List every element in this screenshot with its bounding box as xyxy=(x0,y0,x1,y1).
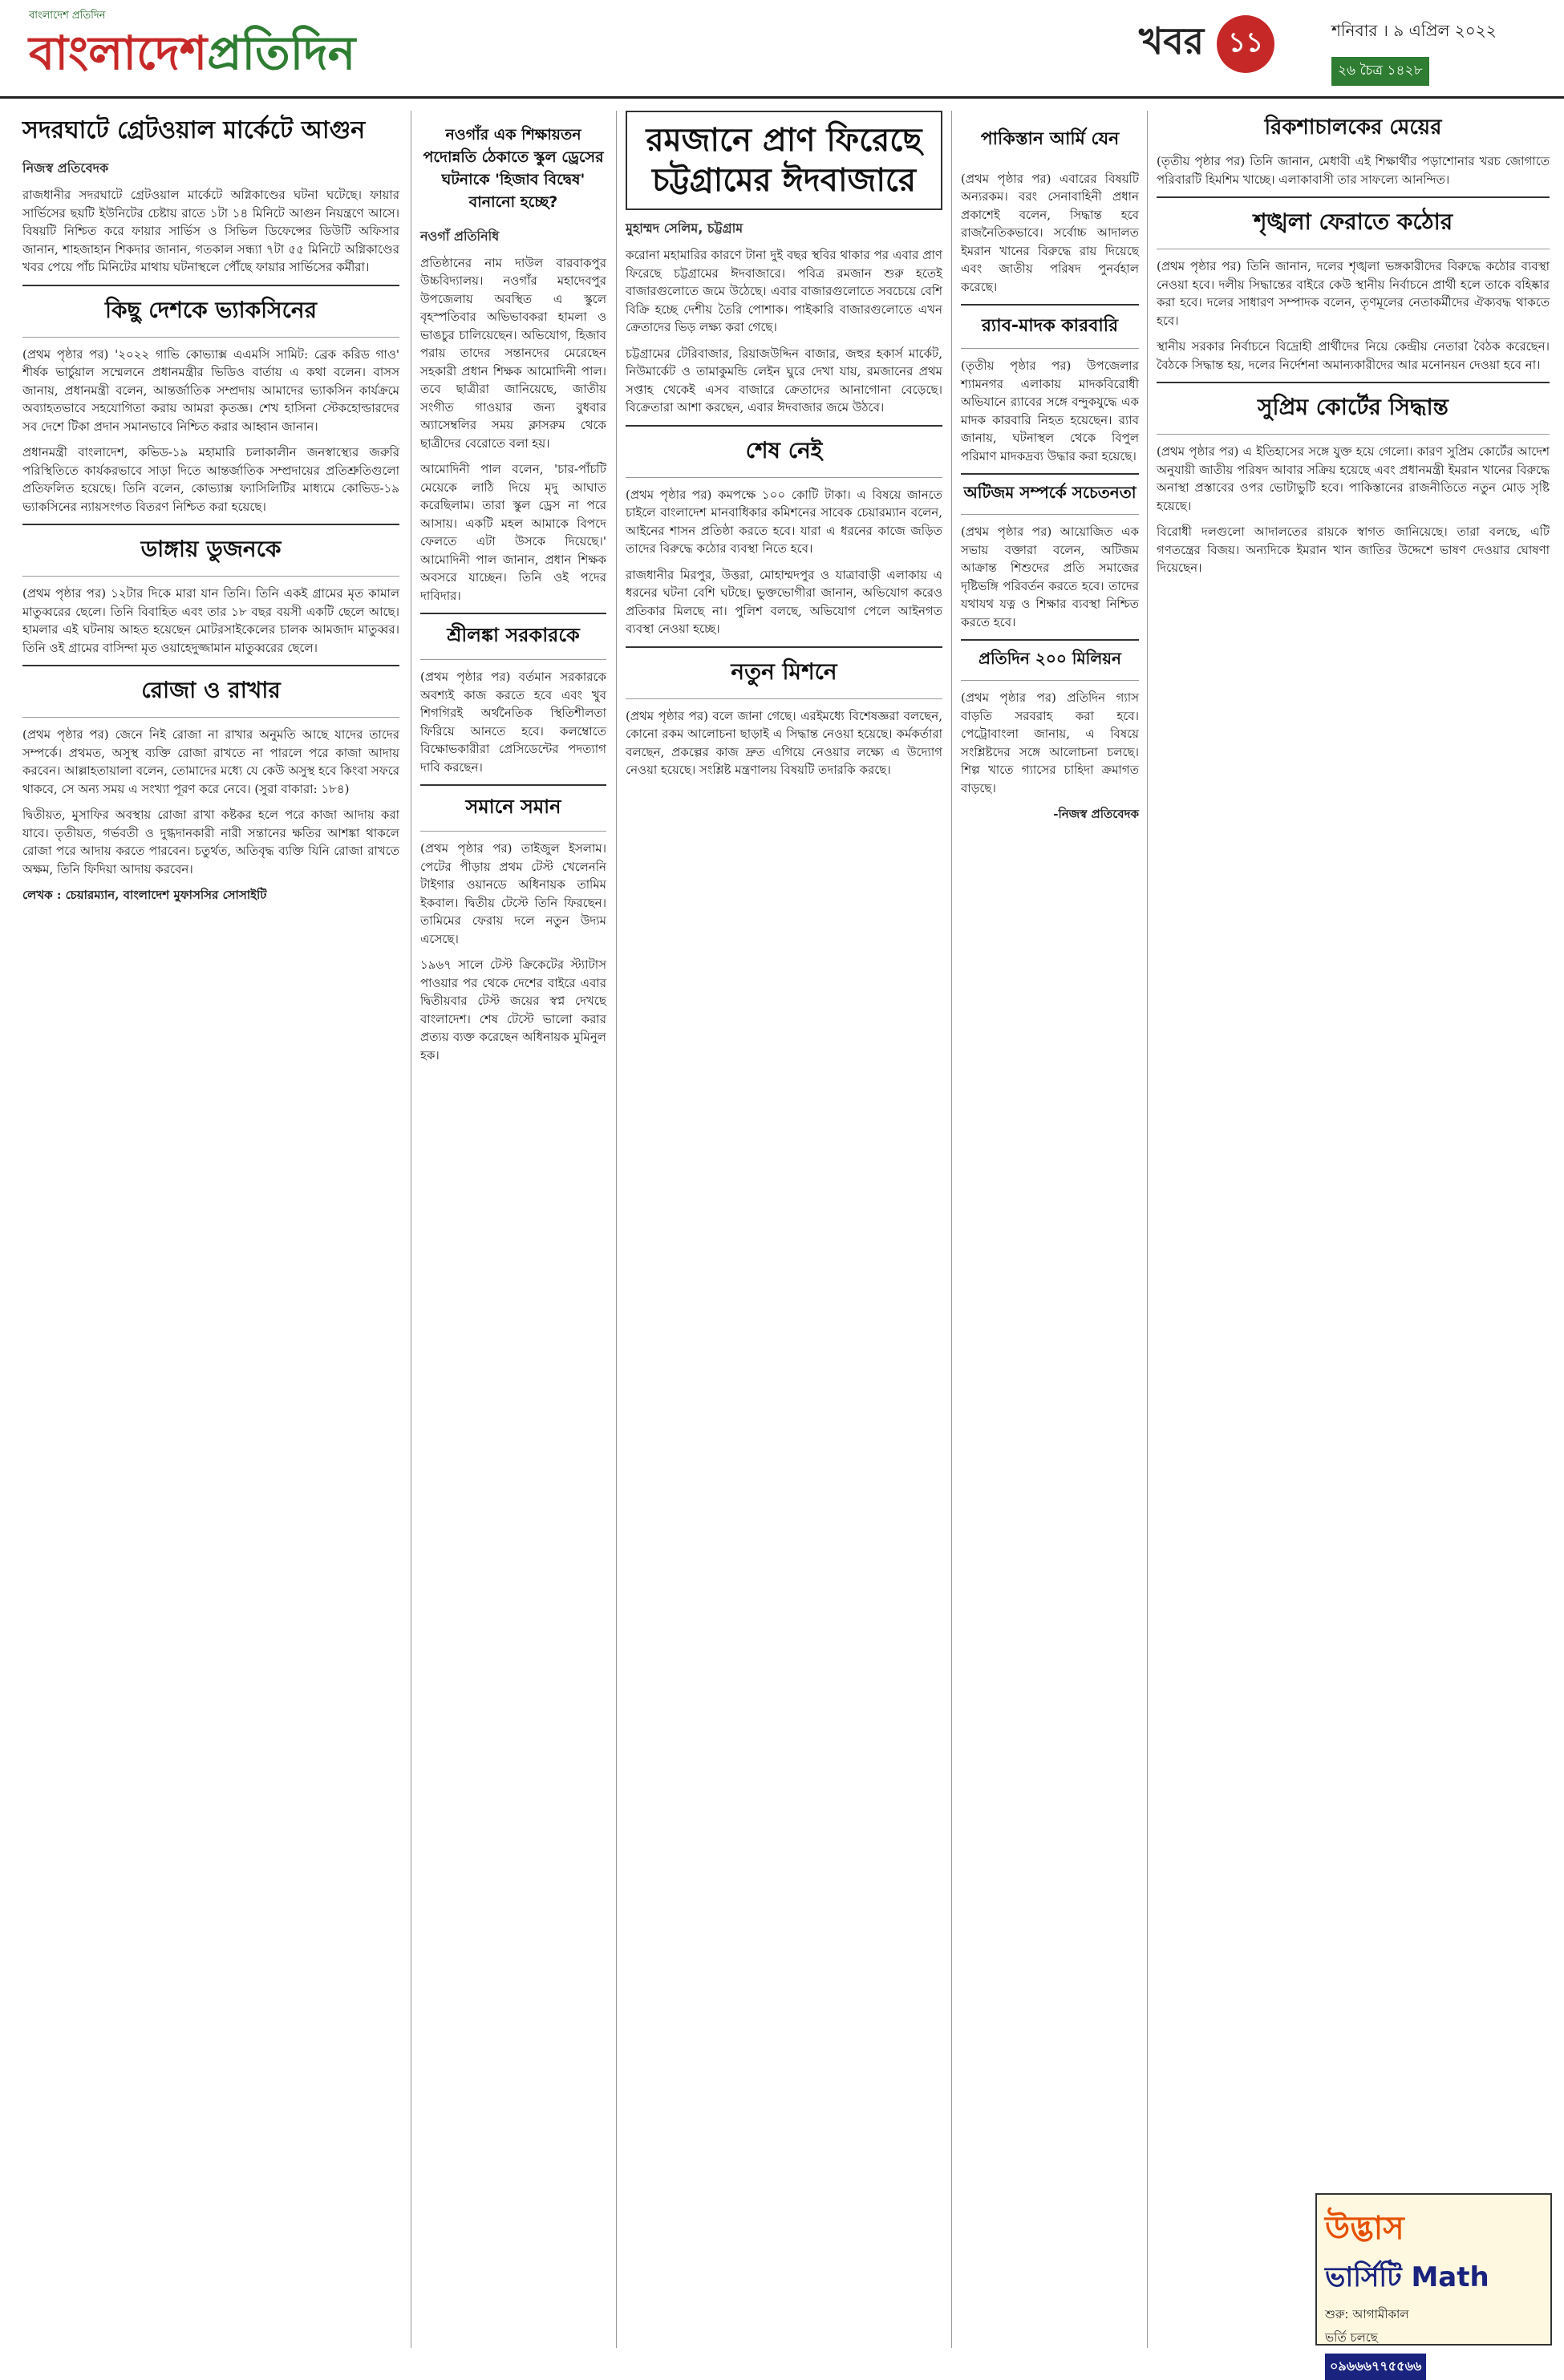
author-credit: লেখক : চেয়ারম্যান, বাংলাদেশ মুফাসসির সোসাইটি xyxy=(22,888,267,902)
column-divider xyxy=(616,111,617,2348)
ad-brand: উদ্ভাস xyxy=(1325,2210,1404,2247)
ad-subject: ভার্সিটি Math xyxy=(1325,2261,1489,2293)
section-headline: কিছু দেশকে ভ্যাকসিনের xyxy=(22,285,399,338)
logo-part-1: বাংলাদেশ xyxy=(29,26,208,80)
article-byline: মুহাম্মদ সেলিম, চট্টগ্রাম xyxy=(626,221,744,236)
column-2 xyxy=(420,111,606,1072)
article-paragraph: বিরোধী দলগুলো আদালতের রায়কে স্বাগত জানিয়েছে। তারা বলছে, এটি গণতন্ত্রের বিজয়। অন্যদিকে ইমরান খান জাতির উদ্দেশে ভাষণ দেওয়ার ঘোষণা দিয়েছেন। xyxy=(1157,524,1550,575)
column-5 xyxy=(1157,111,1550,585)
article-paragraph: (প্রথম পৃষ্ঠার পর) এ ইতিহাসের সঙ্গে যুক্ত হয়ে গেলো। কারণ সুপ্রিম কোর্টের আদেশ অনুযায়ী জাতীয় পরিষদ আবার সক্রিয় হয়েছে এবং প্রধানমন্ত্রী ইমরান খানের বিরুদ্ধে অনাস্থা প্রস্তাবের ওপর ভোটাভুটি হবে। পাকিস্তানের রাজনীতিতে নতুন মোড় সৃষ্টি হয়েছে। xyxy=(1157,444,1550,513)
article-paragraph: (প্রথম পৃষ্ঠার পর) তাইজুল ইসলাম। পেটের পীড়ায় প্রথম টেস্ট খেলেননি টাইগার ওয়ানডে অধিনায়ক তামিম ইকবাল। দ্বিতীয় টেস্টে তিনি ফিরছেন। তামিমের ফেরায় দলে নতুন উদ্যম এসেছে। xyxy=(420,841,606,946)
reporter-credit: -নিজস্ব প্রতিবেদক xyxy=(1053,807,1139,821)
article-paragraph: রাজধানীর মিরপুর, উত্তরা, মোহাম্মদপুর ও যাত্রাবাড়ী এলাকায় এ ধরনের ঘটনা বেশি ঘটছে। ভুক্তভোগীরা জানান, অভিযোগ করেও প্রতিকার মিলছে না। পুলিশ বলছে, অভিযোগ পেলে আইনগত ব্যবস্থা নেওয়া হচ্ছে। xyxy=(626,567,942,636)
section-headline: শেষ নেই xyxy=(626,425,942,478)
lead-headline-line-1: রমজানে প্রাণ ফিরেছে xyxy=(646,122,922,159)
ad-admission-text: ভর্তি চলছে xyxy=(1325,2330,1378,2345)
article-paragraph: প্রধানমন্ত্রী বাংলাদেশ, কভিড-১৯ মহামারি চলাকালীন জনস্বাস্থ্যের জরুরি পরিস্থিতিতে কার্যকরভাবে সাড়া দিতে আন্তর্জাতিক সম্প্রদায়ের প্রতিশ্রুতিগুলো প্রতিফলিত হয়েছে। তিনি বলেন, কোভ্যাক্স ফ্যাসিলিটির মাধ্যমে কোভিড-১৯ ভ্যাকসিনের ন্যায়সংগত বিতরণ নিশ্চিত করা হয়েছে। xyxy=(22,445,399,514)
article-headline: পাকিস্তান আর্মি যেন xyxy=(980,129,1120,150)
article-paragraph: রাজধানীর সদরঘাটে গ্রেটওয়াল মার্কেটে অগ্নিকাণ্ডের ঘটনা ঘটেছে। ফায়ার সার্ভিসের ছয়টি ইউনিটের চেষ্টায় রাতে ১টা ১৪ মিনিটে আগুন নিয়ন্ত্রণে আসে। বিষয়টি নিশ্চিত করে ফায়ার সার্ভিস ও সিভিল ডিফেন্সের ডিউটি অফিসার জানান, শাহজাহান শিকদার জানান, গতকাল সন্ধ্যা ৭টা ৫৫ মিনিটে অগ্নিকাণ্ডের খবর পেয়ে পাঁচ মিনিটের মাথায় ঘটনাস্থলে পৌঁছে ফায়ার সার্ভিসের কর্মীরা। xyxy=(22,188,399,274)
article-paragraph: করোনা মহামারির কারণে টানা দুই বছর স্থবির থাকার পর এবার প্রাণ ফিরেছে চট্টগ্রামের ঈদবাজারে। পবিত্র রমজান শুরু হতেই বাজারগুলোতে জমে উঠেছে। এবার বাজারগুলোতে সবচেয়ে বেশি বিক্রি হচ্ছে দেশীয় তৈরি পোশাক। পাইকারি বাজারগুলোতে এখন ক্রেতাদের ভিড় লক্ষ্য করা গেছে। xyxy=(626,248,942,334)
section-headline: সুপ্রিম কোর্টের সিদ্ধান্ত xyxy=(1157,382,1550,435)
advertisement-box[interactable] xyxy=(1315,2193,1552,2374)
publication-date: শনিবার । ৯ এপ্রিল ২০২২ xyxy=(1331,21,1497,40)
section-headline: প্রতিদিন ২০০ মিলিয়ন xyxy=(961,639,1139,681)
article-paragraph: (তৃতীয় পৃষ্ঠার পর) তিনি জানান, মেধাবী এই শিক্ষার্থীর পড়াশোনার খরচ জোগাতে পরিবারটি হিমশিম খাচ্ছে। এলাকাবাসী তার সাফল্যে আনন্দিত। xyxy=(1157,154,1550,187)
article-paragraph: (তৃতীয় পৃষ্ঠার পর) উপজেলার শ্যামনগর এলাকায় মাদকবিরোধী অভিযানে র‍্যাবের সঙ্গে বন্দুকযুদ্ধে এক মাদক কারবারি নিহত হয়েছেন। র‍্যাব জানায়, ঘটনাস্থল থেকে বিপুল পরিমাণ মাদকদ্রব্য উদ্ধার করা হয়েছে। xyxy=(961,358,1139,463)
masthead xyxy=(0,0,1564,99)
column-3 xyxy=(626,111,942,787)
ad-phone-number: ০৯৬৬৬৭৭৫৫৬৬ xyxy=(1325,2354,1426,2380)
article-paragraph: (প্রথম পৃষ্ঠার পর) '২০২২ গাভি কোভ্যাক্স এএমসি সামিট: ব্রেক করিড গাও' শীর্ষক ভার্চুয়াল সম্মেলনে প্রধানমন্ত্রীর ভিডিও বার্তায় এ কথা বলেন। বাসস জানায়, প্রধানমন্ত্রী বলেন, আন্তর্জাতিক সম্প্রদায় আমাদের ভ্যাকসিন কার্যক্রমে অব্যাহতভাবে সহযোগিতা করায় আমরা কৃতজ্ঞ। শেখ হাসিনা স্টেকহোল্ডারদের সব দেশে টিকা প্রদান সমানভাবে নিশ্চিত করার আহ্বান জানান। xyxy=(22,346,399,434)
section-headline: সমানে সমান xyxy=(420,784,606,832)
section-headline: শৃঙ্খলা ফেরাতে কঠোর xyxy=(1157,196,1550,249)
article-paragraph: (প্রথম পৃষ্ঠার পর) কমপক্ষে ১০০ কোটি টাকা। এ বিষয়ে জানতে চাইলে বাংলাদেশ মানবাধিকার কমিশনের সাবেক চেয়ারম্যান বলেন, আইনের শাসন প্রতিষ্ঠা করতে হবে। যারা এ ধরনের কাজে জড়িত তাদের বিরুদ্ধে কঠোর ব্যবস্থা নিতে হবে। xyxy=(626,487,942,556)
lead-headline-line-2: চট্টগ্রামের ঈদবাজারে xyxy=(651,162,917,199)
article-paragraph: প্রতিষ্ঠানের নাম দাউল বারবাকপুর উচ্চবিদ্যালয়। নওগাঁর মহাদেবপুর উপজেলায় অবস্থিত এ স্কুলে বৃহস্পতিবার অভিভাবকরা হামলা ও ভাঙচুর চালিয়েছেন। অভিযোগ, হিজাব পরায় তাদের সন্তানদের মেরেছেন সহকারী প্রধান শিক্ষক আমোদিনী পাল। তবে ছাত্রীরা জানিয়েছে, জাতীয় সংগীত গাওয়ার জন্য বুধবার অ্যাসেম্বলির সময় ক্লাসরুম থেকে ছাত্রীদের বেরোতে বলা হয়। xyxy=(420,255,606,451)
section-headline: র‍্যাব-মাদক কারবারি xyxy=(961,304,1139,349)
logo-tagline: বাংলাদেশ প্রতিদিন xyxy=(29,10,106,22)
article-paragraph: (প্রথম পৃষ্ঠার পর) এবারের বিষয়টি অন্যরকম। বরং সেনাবাহিনী প্রধান প্রকাশেই বলেন, সিদ্ধান্ত হবে রাজনৈতিকভাবে। সর্বোচ্চ আদালত ইমরান খানের বিরুদ্ধে রায় দিয়েছে এবং জাতীয় পরিষদ পুনর্বহাল করেছে। xyxy=(961,171,1139,294)
section-headline: রোজা ও রাখার xyxy=(22,665,399,718)
article-paragraph: (প্রথম পৃষ্ঠার পর) আয়োজিত এক সভায় বক্তারা বলেন, অটিজম আক্রান্ত শিশুদের প্রতি সমাজের দৃষ্টিভঙ্গি পরিবর্তন করতে হবে। তাদের যথাযথ যত্ন ও শিক্ষার ব্যবস্থা নিশ্চিত করতে হবে। xyxy=(961,524,1139,629)
column-1 xyxy=(22,111,399,913)
article-paragraph: আমোদিনী পাল বলেন, 'চার-পাঁচটি মেয়েকে লাঠি দিয়ে মৃদু আঘাত করেছিলাম। তারা স্কুল ড্রেস না পরে আসায়। একটি মহল আমাকে বিপদে ফেলতে এটা উসকে দিয়েছে।' আমোদিনী পাল জানান, প্রধান শিক্ষক অবসরে যাচ্ছেন। তিনি ওই পদের দাবিদার। xyxy=(420,462,606,603)
date-block xyxy=(1331,19,1548,86)
article-byline: নিজস্ব প্রতিবেদক xyxy=(22,160,109,176)
lead-headline-box xyxy=(626,111,942,210)
article-paragraph: ১৯৬৭ সালে টেস্ট ক্রিকেটের স্ট্যাটাস পাওয়ার পর থেকে দেশের বাইরে এবার দ্বিতীয়বার টেস্ট জয়ের স্বপ্ন দেখছে বাংলাদেশ। শেষ টেস্টে ভালো করার প্রত্যয় ব্যক্ত করেছেন অধিনায়ক মুমিনুল হক। xyxy=(420,957,606,1062)
article-paragraph: স্থানীয় সরকার নির্বাচনে বিদ্রোহী প্রার্থীদের নিয়ে কেন্দ্রীয় নেতারা বৈঠক করেছেন। বৈঠকে সিদ্ধান্ত হয়, দলের নির্দেশনা অমান্যকারীদের আর মনোনয়ন দেওয়া হবে না। xyxy=(1157,339,1550,372)
bangla-date: ২৬ চৈত্র ১৪২৮ xyxy=(1331,57,1429,86)
article-byline: নওগাঁ প্রতিনিধি xyxy=(420,228,500,244)
article-headline: নওগাঁর এক শিক্ষায়তন পদোন্নতি ঠেকাতে স্কুল ড্রেসের ঘটনাকে 'হিজাব বিদ্বেষ' বানানো হচ্ছে? xyxy=(423,125,604,211)
section-headline: ডাঙ্গায় ডুজনকে xyxy=(22,524,399,577)
article-headline: রিকশাচালকের মেয়ের xyxy=(1264,115,1442,140)
column-4 xyxy=(961,111,1139,832)
article-paragraph: (প্রথম পৃষ্ঠার পর) বর্তমান সরকারকে অবশ্যই কাজ করতে হবে এবং খুব শিগগিরই অর্থনৈতিক স্থিতিশীলতা ফিরিয়ে আনতে হবে। কলম্বোতে বিক্ষোভকারীরা প্রেসিডেন্টের পদত্যাগ দাবি করছেন। xyxy=(420,670,606,775)
article-headline: সদরঘাটে গ্রেটওয়াল মার্কেটে আগুন xyxy=(22,116,366,144)
article-paragraph: চট্টগ্রামের টেরিবাজার, রিয়াজউদ্দিন বাজার, জহুর হকার্স মার্কেট, নিউমার্কেট ও তামাকুমন্ডি লেইন ঘুরে দেখা যায়, রমজানের প্রথম সপ্তাহ থেকেই এসব বাজারে ক্রেতাদের আনাগোনা বেড়েছে। বিক্রেতারা আশা করছেন, এবার ঈদবাজার জমে উঠবে। xyxy=(626,346,942,415)
section-tag xyxy=(1139,16,1274,72)
article-paragraph: (প্রথম পৃষ্ঠার পর) ১২টার দিকে মারা যান তিনি। তিনি একই গ্রামের মৃত কামাল মাতুব্বরের ছেলে। তিনি বিবাহিত এবং তার ১৮ বছর বয়সী একটি ছেলে আছে। হামলার এই ঘটনায় আহত হয়েছেন মোটরসাইকেলের চালক আমজাদ মাতুব্বর। তিনি ওই গ্রামের বাসিন্দা মৃত ওয়াহেদুজ্জামান মাতুব্বরের ছেলে। xyxy=(22,586,399,655)
article-paragraph: (প্রথম পৃষ্ঠার পর) জেনে নিই রোজা না রাখার অনুমতি আছে যাদের তাদের সম্পর্কে। প্রথমত, অসুস্থ ব্যক্তি রোজা রাখতে না পারলে পরে কাজা আদায় করবেন। আল্লাহতায়ালা বলেন, তোমাদের মধ্যে যে কেউ অসুস্থ হবে কিংবা সফরে থাকবে, সে অন্য সময় এ সংখ্যা পূরণ করে নেবে। (সুরা বাকারা: ১৮৪) xyxy=(22,727,399,796)
section-headline: শ্রীলঙ্কা সরকারকে xyxy=(420,613,606,660)
newspaper-logo xyxy=(29,8,510,88)
article-paragraph: (প্রথম পৃষ্ঠার পর) প্রতিদিন গ্যাস বাড়তি সরবরাহ করা হবে। পেট্রোবাংলা জানায়, এ বিষয়ে সংশ্লিষ্টদের সঙ্গে আলোচনা চলছে। শিল্প খাতে গ্যাসের চাহিদা ক্রমাগত বাড়ছে। xyxy=(961,690,1139,795)
article-paragraph: দ্বিতীয়ত, মুসাফির অবস্থায় রোজা রাখা কষ্টকর হলে পরে কাজা আদায় করা যাবে। তৃতীয়ত, গর্ভবতী ও দুগ্ধদানকারী নারী সন্তানের ক্ষতির আশঙ্কা থাকলে রোজা পরে আদায় করতে পারবেন। চতুর্থত, অতিবৃদ্ধ ব্যক্তি যিনি রোজা রাখতে অক্ষম, তিনি ফিদিয়া আদায় করবেন। xyxy=(22,808,399,876)
column-divider xyxy=(1147,111,1148,2348)
ad-start-date: শুরু: আগামীকাল xyxy=(1325,2307,1409,2321)
logo-text xyxy=(29,25,510,81)
page-number-badge: ১১ xyxy=(1217,15,1274,73)
logo-part-2: প্রতিদিন xyxy=(207,26,356,80)
column-divider xyxy=(951,111,952,2348)
article-paragraph: (প্রথম পৃষ্ঠার পর) বলে জানা গেছে। এরইমধ্যে বিশেষজ্ঞরা বলছেন, কোনো রকম আলোচনা ছাড়াই এ সিদ্ধান্ত নেওয়া হয়েছে। কর্মকর্তারা বলছেন, প্রকল্পের কাজ দ্রুত এগিয়ে নেওয়ার লক্ষ্যে এ উদ্যোগ নেওয়া হয়েছে। সংশ্লিষ্ট মন্ত্রণালয় বিষয়টি তদারকি করছে। xyxy=(626,708,942,777)
article-paragraph: (প্রথম পৃষ্ঠার পর) তিনি জানান, দলের শৃঙ্খলা ভঙ্গকারীদের বিরুদ্ধে কঠোর ব্যবস্থা নেওয়া হবে। দলীয় সিদ্ধান্তের বাইরে কেউ স্থানীয় নির্বাচনে প্রার্থী হলে তাকে বহিষ্কার করা হবে। দলের সাধারণ সম্পাদক বলেন, তৃণমূলের নেতাকর্মীদের ঐক্যবদ্ধ থাকতে হবে। xyxy=(1157,259,1550,328)
section-headline: নতুন মিশনে xyxy=(626,646,942,699)
section-headline: অটিজম সম্পর্কে সচেতনতা xyxy=(961,473,1139,515)
section-name: খবর xyxy=(1139,19,1205,63)
